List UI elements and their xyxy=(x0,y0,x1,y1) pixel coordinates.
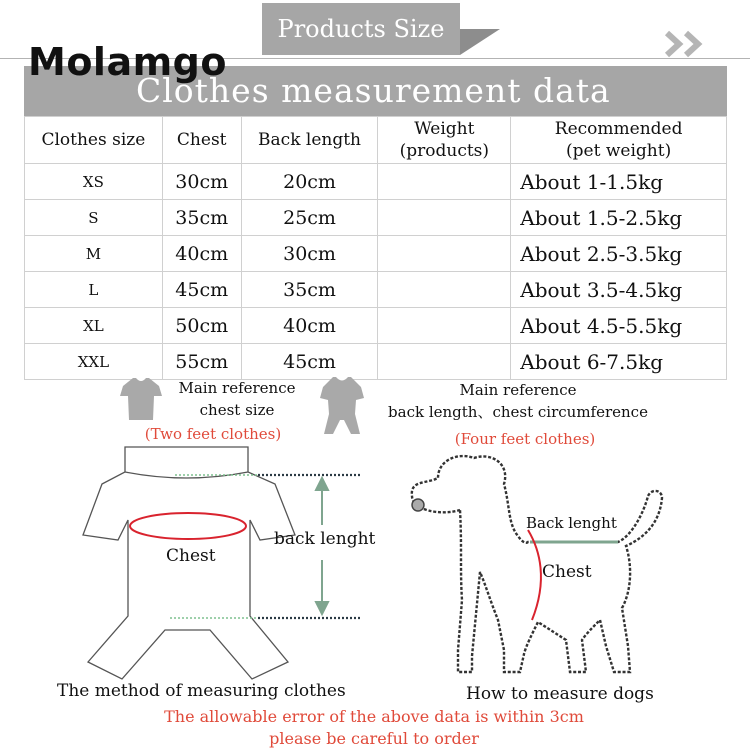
cell-weight xyxy=(378,344,511,380)
double-chevron-icon xyxy=(664,30,710,58)
table-row xyxy=(25,164,727,200)
dog-outline xyxy=(412,456,662,672)
cell-size: XXL xyxy=(25,344,163,380)
cell-recommended: About 2.5-3.5kg xyxy=(511,236,727,272)
cell-size: M xyxy=(25,236,163,272)
clothes-chest-label: Chest xyxy=(166,546,216,566)
cell-weight xyxy=(378,308,511,344)
cell-back: 20cm xyxy=(241,164,378,200)
cell-weight xyxy=(378,200,511,236)
tab-fold-decoration xyxy=(460,29,500,55)
weight-header-line2: (products) xyxy=(399,141,490,161)
four-feet-line2: back length、chest circumference xyxy=(388,403,648,421)
col-header-back: Back length xyxy=(241,117,378,164)
warning-note xyxy=(60,706,688,750)
banner-title: Clothes measurement data xyxy=(136,71,611,110)
two-feet-clothes-icon xyxy=(116,374,166,424)
dog-chest-label: Chest xyxy=(542,562,592,582)
cell-chest: 45cm xyxy=(162,272,241,308)
cell-back: 25cm xyxy=(241,200,378,236)
two-feet-line1: Main reference xyxy=(178,379,296,397)
cell-chest: 35cm xyxy=(162,200,241,236)
cell-size: XS xyxy=(25,164,163,200)
table-row xyxy=(25,308,727,344)
cell-recommended: About 1-1.5kg xyxy=(511,164,727,200)
table-header-row xyxy=(25,117,727,164)
cell-size: L xyxy=(25,272,163,308)
cell-size: XL xyxy=(25,308,163,344)
warning-line2: please be careful to order xyxy=(269,729,479,748)
cell-chest: 40cm xyxy=(162,236,241,272)
brand-logo: Molamgo xyxy=(28,40,227,84)
col-header-weight xyxy=(378,117,511,164)
dog-caption: How to measure dogs xyxy=(466,684,654,704)
products-size-tab xyxy=(262,3,460,55)
cell-back: 30cm xyxy=(241,236,378,272)
cell-chest: 50cm xyxy=(162,308,241,344)
clothes-caption: The method of measuring clothes xyxy=(57,681,346,701)
table-row xyxy=(25,200,727,236)
products-size-label: Products Size xyxy=(277,15,445,43)
rec-header-line2: (pet weight) xyxy=(566,141,672,161)
four-feet-type-label: (Four feet clothes) xyxy=(454,430,596,448)
dog-eye xyxy=(412,499,424,511)
two-feet-reference-note xyxy=(162,377,312,421)
cell-back: 40cm xyxy=(241,308,378,344)
two-feet-line2: chest size xyxy=(199,401,275,419)
four-feet-clothes-icon xyxy=(316,374,368,436)
col-header-size: Clothes size xyxy=(25,117,163,164)
clothes-back-length-label: back lenght xyxy=(274,529,376,549)
cell-weight xyxy=(378,272,511,308)
cell-recommended: About 1.5-2.5kg xyxy=(511,200,727,236)
cell-size: S xyxy=(25,200,163,236)
col-header-recommended xyxy=(511,117,727,164)
four-feet-reference-note xyxy=(368,379,668,423)
rec-header-line1: Recommended xyxy=(554,119,683,139)
clothes-measure-diagram xyxy=(70,440,370,680)
col-header-chest: Chest xyxy=(162,117,241,164)
cell-chest: 30cm xyxy=(162,164,241,200)
cell-recommended: About 6-7.5kg xyxy=(511,344,727,380)
cell-weight xyxy=(378,236,511,272)
size-table xyxy=(24,116,727,380)
table-row xyxy=(25,236,727,272)
table-row xyxy=(25,272,727,308)
cell-back: 35cm xyxy=(241,272,378,308)
weight-header-line1: Weight xyxy=(414,119,475,139)
dog-back-length-label: Back lenght xyxy=(526,514,617,532)
cell-recommended: About 3.5-4.5kg xyxy=(511,272,727,308)
cell-recommended: About 4.5-5.5kg xyxy=(511,308,727,344)
warning-line1: The allowable error of the above data is within 3cm xyxy=(164,707,584,726)
cell-weight xyxy=(378,164,511,200)
cell-chest: 55cm xyxy=(162,344,241,380)
two-feet-type-label: (Two feet clothes) xyxy=(144,425,282,443)
cell-back: 45cm xyxy=(241,344,378,380)
four-feet-line1: Main reference xyxy=(459,381,577,399)
